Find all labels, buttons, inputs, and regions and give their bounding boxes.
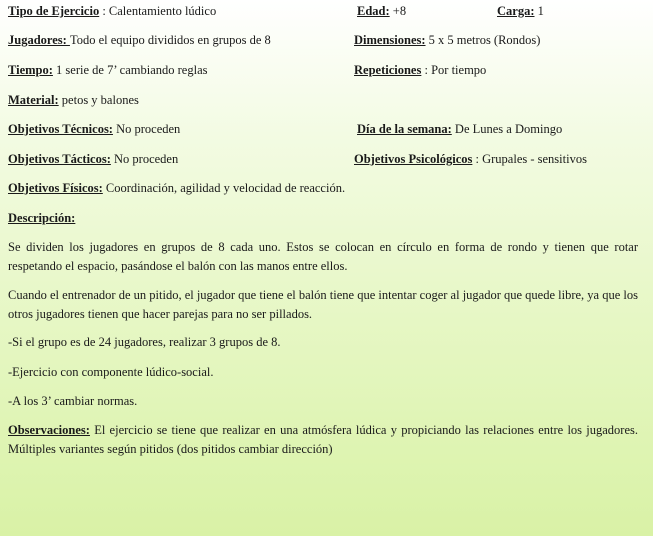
jugadores-value: Todo el equipo divididos en grupos de 8 [69, 33, 271, 47]
carga-value: 1 [537, 4, 544, 18]
descripcion-paragraph-5: -A los 3’ cambiar normas. [8, 394, 138, 408]
jugadores-label: Jugadores: [8, 33, 70, 47]
obj-psicologicos-label: Objetivos Psicológicos [354, 152, 473, 166]
descripcion-paragraph-3: -Si el grupo es de 24 jugadores, realizar 3 grupos de 8. [8, 335, 281, 349]
obj-psicologicos-row [354, 152, 587, 167]
repeticiones-label: Repeticiones [354, 63, 422, 77]
obj-tacticos-value: No proceden [114, 152, 179, 166]
descripcion-paragraph-1: Se dividen los jugadores en grupos de 8 cada uno. Estos se colocan en círculo en forma de rondo y tienen que rotar respetando el espacio, pasándose el balón con las manos entre ellos. [8, 240, 638, 273]
dimensiones-label: Dimensiones: [354, 33, 426, 47]
repeticiones-row [354, 63, 486, 78]
dimensiones-row [354, 33, 540, 48]
material-value: petos y balones [61, 93, 139, 107]
tiempo-row [8, 63, 208, 78]
descripcion-heading [8, 211, 75, 226]
obj-fisicos-label: Objetivos Físicos: [8, 181, 103, 195]
obj-tacticos-label: Objetivos Tácticos: [8, 152, 111, 166]
edad-label: Edad: [357, 4, 390, 18]
obj-tecnicos-row [8, 122, 180, 137]
tipo-label: Tipo de Ejercicio [8, 4, 100, 18]
obj-tecnicos-label: Objetivos Técnicos: [8, 122, 113, 136]
tiempo-label: Tiempo: [8, 63, 53, 77]
edad-value: +8 [392, 4, 407, 18]
jugadores-row [8, 33, 271, 48]
material-label: Material: [8, 93, 59, 107]
carga-row [497, 4, 544, 19]
dimensiones-value: 5 x 5 metros (Rondos) [428, 33, 541, 47]
tiempo-value: 1 serie de 7’ cambiando reglas [56, 63, 208, 77]
dia-label: Día de la semana: [357, 122, 452, 136]
observaciones-label: Observaciones: [8, 423, 90, 437]
obj-tacticos-row [8, 152, 178, 167]
descripcion-label: Descripción: [8, 211, 76, 225]
obj-fisicos-value: Coordinación, agilidad y velocidad de reacción. [105, 181, 346, 195]
obj-tecnicos-value: No proceden [116, 122, 181, 136]
tipo-row [8, 4, 216, 19]
descripcion-paragraph-4: -Ejercicio con componente lúdico-social. [8, 365, 214, 379]
edad-row [357, 4, 406, 19]
observaciones-value: El ejercicio se tiene que realizar en una atmósfera lúdica y propiciando las relaciones entre los jugadores. Múltiples variantes según pitidos (dos pitidos cambiar dirección) [8, 423, 638, 456]
descripcion-paragraph-2: Cuando el entrenador de un pitido, el jugador que tiene el balón tiene que intentar coger al jugador que quede libre, ya que los otros jugadores tienen que hacer parejas para no ser pillados. [8, 288, 638, 321]
dia-row [357, 122, 562, 137]
obj-psicologicos-value: : Grupales - sensitivos [475, 152, 587, 166]
material-row [8, 93, 139, 108]
dia-value: De Lunes a Domingo [454, 122, 563, 136]
carga-label: Carga: [497, 4, 535, 18]
repeticiones-value: : Por tiempo [424, 63, 487, 77]
observaciones-paragraph [8, 421, 638, 459]
tipo-value: : Calentamiento lúdico [102, 4, 217, 18]
obj-fisicos-row [8, 181, 345, 196]
